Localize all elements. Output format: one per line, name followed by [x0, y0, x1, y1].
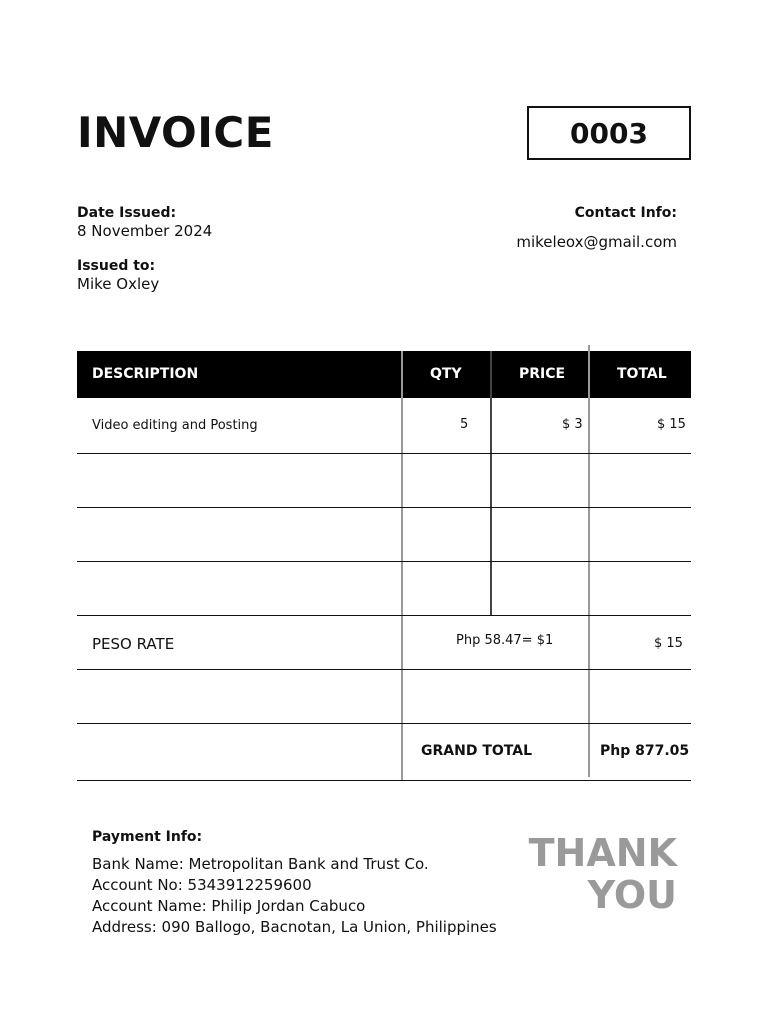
peso-rate-value: Php 58.47= $1: [456, 633, 554, 648]
row-divider: [77, 453, 691, 454]
date-issued-value: 8 November 2024: [77, 222, 213, 240]
invoice-title: INVOICE: [77, 108, 274, 157]
payment-bank-name: Bank Name: Metropolitan Bank and Trust Co.: [92, 855, 429, 873]
date-issued-label: Date Issued:: [77, 205, 177, 221]
header-total: TOTAL: [617, 366, 667, 382]
payment-info-label: Payment Info:: [92, 829, 203, 845]
row-total: $ 15: [657, 417, 686, 432]
contact-info-label: Contact Info:: [574, 205, 677, 221]
grand-total-value: Php 877.05: [600, 743, 690, 759]
column-divider: [490, 351, 492, 616]
payment-address: Address: 090 Ballogo, Bacnotan, La Union, Philippines: [92, 918, 497, 936]
row-divider: [77, 723, 691, 724]
header-price: PRICE: [519, 366, 566, 382]
column-divider: [401, 351, 403, 781]
payment-account-no: Account No: 5343912259600: [92, 876, 312, 894]
peso-rate-total: $ 15: [654, 636, 683, 651]
row-description: Video editing and Posting: [92, 418, 258, 433]
invoice-number: 0003: [570, 116, 648, 150]
header-qty: QTY: [430, 366, 462, 382]
thank-you-line-2: YOU: [587, 873, 677, 917]
contact-info-value: mikeleox@gmail.com: [516, 233, 677, 251]
issued-to-label: Issued to:: [77, 258, 156, 274]
row-divider: [77, 669, 691, 670]
peso-rate-label: PESO RATE: [92, 635, 175, 653]
row-price: $ 3: [562, 417, 583, 432]
row-divider: [77, 507, 691, 508]
row-divider: [77, 780, 691, 781]
row-qty: 5: [460, 417, 469, 432]
thank-you-text: [529, 832, 677, 916]
row-divider: [77, 561, 691, 562]
thank-you-line-1: THANK: [528, 831, 677, 875]
invoice-number-box: [527, 106, 691, 160]
grand-total-label: GRAND TOTAL: [421, 743, 532, 759]
header-description: DESCRIPTION: [92, 366, 199, 382]
issued-to-value: Mike Oxley: [77, 275, 160, 293]
payment-account-name: Account Name: Philip Jordan Cabuco: [92, 897, 366, 915]
row-divider: [77, 615, 691, 616]
